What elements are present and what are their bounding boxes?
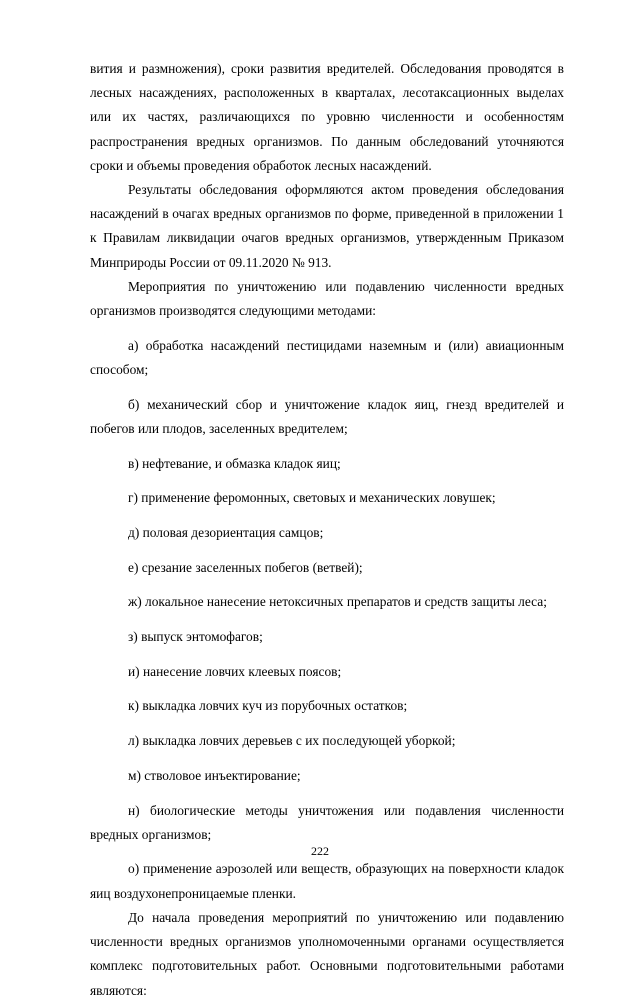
method-item: л) выкладка ловчих деревьев с их последующей уборкой; <box>128 733 456 749</box>
method-item: и) нанесение ловчих клеевых поясов; <box>128 663 342 679</box>
method-item: н) биологические методы уничтожения или подавления численности вредных организмов; <box>90 802 564 842</box>
method-item: к) выкладка ловчих куч из порубочных остатков; <box>128 698 408 714</box>
page-number: 222 <box>311 844 329 858</box>
method-item: а) обработка насаждений пестицидами наземным и (или) авиационным способом; <box>90 337 564 377</box>
paragraph-survey-continuation: вития и размножения), сроки развития вредителей. Обследования проводятся в лесных насаждениях, расположенных в кварталах, лесотаксационных выделах или их частях, различающихся по уровню численности и особенностям распространения вредных организмов. По данным обследований уточняются сроки и объемы проведения обработок лесных насаждений. <box>90 61 564 173</box>
paragraph-methods-intro: Мероприятия по уничтожению или подавлению численности вредных организмов производятся следующими методами: <box>90 278 564 319</box>
method-item: в) нефтевание, и обмазка кладок яиц; <box>128 455 341 471</box>
paragraph-preparatory-works: До начала проведения мероприятий по уничтожению или подавлению численности вредных организмов уполномоченными органами осуществляется комплекс подготовительных работ. Основными подготовительными работами являются: <box>90 909 564 998</box>
method-item: е) срезание заселенных побегов (ветвей); <box>128 559 363 575</box>
document-page <box>90 57 564 1003</box>
method-item: д) половая дезориентация самцов; <box>128 524 324 540</box>
method-item: г) применение феромонных, световых и механических ловушек; <box>128 490 496 506</box>
method-item: о) применение аэрозолей или веществ, образующих на поверхности кладок яиц воздухонепроницаемые пленки. <box>90 861 564 901</box>
method-item: з) выпуск энтомофагов; <box>128 629 263 645</box>
method-item: ж) локальное нанесение нетоксичных препаратов и средств защиты леса; <box>128 594 547 610</box>
paragraph-survey-results: Результаты обследования оформляются актом проведения обследования насаждений в очагах вредных организмов по форме, приведенной в приложении 1 к Правилам ликвидации очагов вредных организмов, утвержденным Приказом Минприроды России от 09.11.2020 № 913. <box>90 182 564 270</box>
method-item: б) механический сбор и уничтожение кладок яиц, гнезд вредителей и побегов или плодов, заселенных вредителем; <box>90 396 564 436</box>
method-item: м) стволовое инъектирование; <box>128 767 301 783</box>
